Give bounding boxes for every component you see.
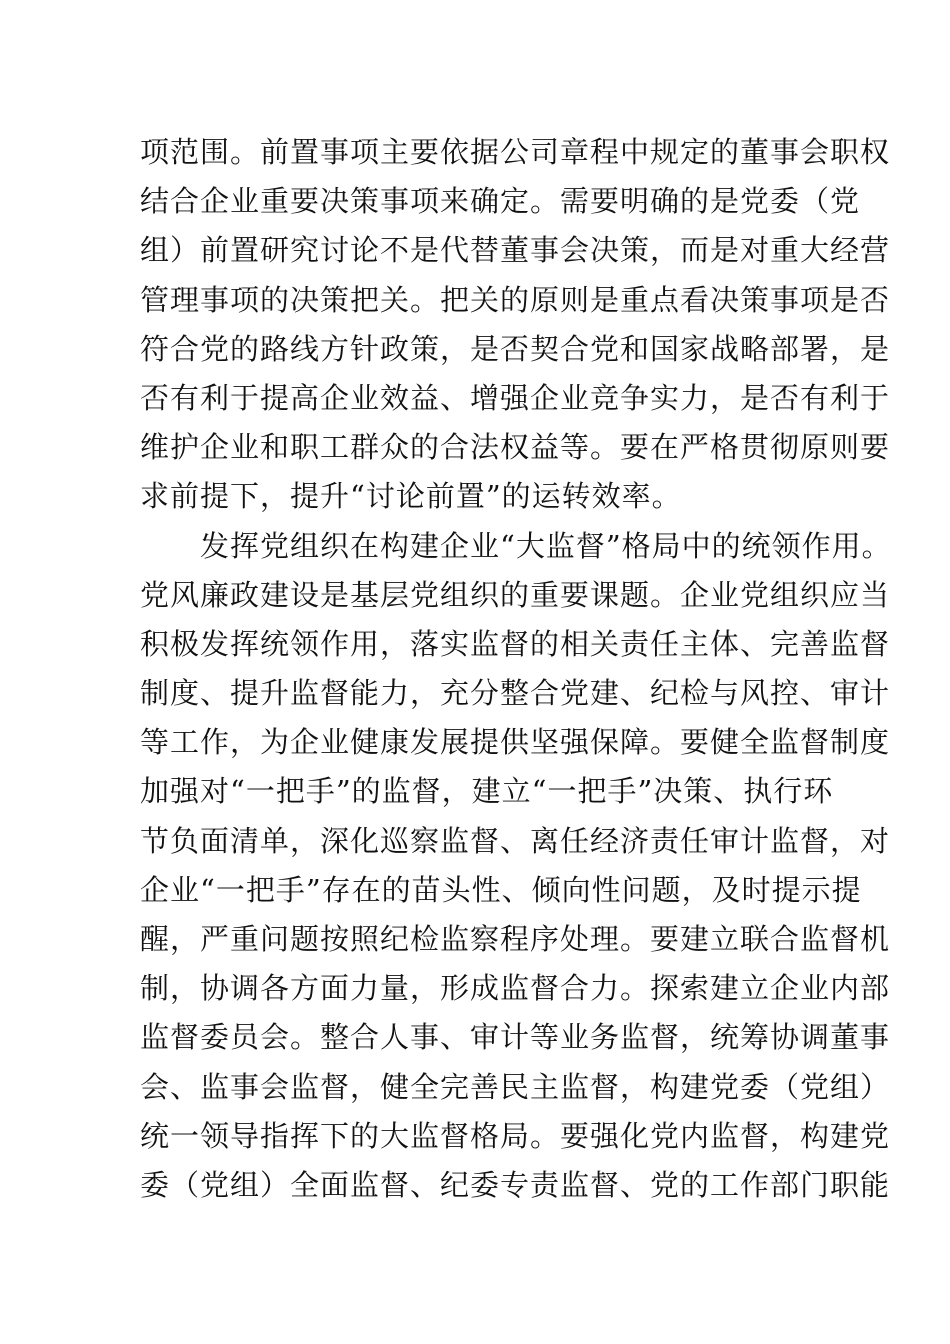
text-line: 发挥党组织在构建企业“大监督”格局中的统领作用。 — [140, 528, 892, 563]
text-line: 项范围。前置事项主要依据公司章程中规定的董事会职权 — [140, 135, 891, 169]
text-line: 等工作，为企业健康发展提供坚强保障。要健全监督制度 — [140, 725, 891, 760]
text-line: 结合企业重要决策事项来确定。需要明确的是党委（党 — [140, 184, 861, 219]
text-line: 管理事项的决策把关。把关的原则是重点看决策事项是否 — [140, 282, 891, 317]
text-line: 符合党的路线方针政策，是否契合党和国家战略部署，是 — [140, 331, 891, 366]
text-line: 企业“一把手”存在的苗头性、倾向性问题，及时提示提 — [140, 872, 862, 907]
body-text — [140, 128, 892, 1210]
text-line: 统一领导指挥下的大监督格局。要强化党内监督，构建党 — [140, 1118, 891, 1153]
text-line: 委（党组）全面监督、纪委专责监督、党的工作部门职能 — [140, 1167, 891, 1202]
text-line: 否有利于提高企业效益、增强企业竞争实力，是否有利于 — [140, 380, 891, 415]
text-line: 积极发挥统领作用，落实监督的相关责任主体、完善监督 — [140, 626, 891, 661]
text-line: 节负面清单，深化巡察监督、离任经济责任审计监督，对 — [140, 823, 891, 858]
text-line: 党风廉政建设是基层党组织的重要课题。企业党组织应当 — [140, 577, 891, 612]
text-line: 会、监事会监督，健全完善民主监督，构建党委（党组） — [140, 1069, 891, 1104]
text-line: 制度、提升监督能力，充分整合党建、纪检与风控、审计 — [140, 676, 891, 711]
text-line: 加强对“一把手”的监督，建立“一把手”决策、执行环 — [140, 774, 834, 809]
text-line: 组）前置研究讨论不是代替董事会决策，而是对重大经营 — [140, 233, 891, 268]
text-line: 维护企业和职工群众的合法权益等。要在严格贯彻原则要 — [140, 430, 891, 465]
text-line: 求前提下，提升“讨论前置”的运转效率。 — [140, 479, 682, 514]
text-line: 醒，严重问题按照纪检监察程序处理。要建立联合监督机 — [140, 922, 891, 956]
text-line: 监督委员会。整合人事、审计等业务监督，统筹协调董事 — [140, 1020, 891, 1055]
text-line: 制，协调各方面力量，形成监督合力。探索建立企业内部 — [140, 971, 891, 1006]
